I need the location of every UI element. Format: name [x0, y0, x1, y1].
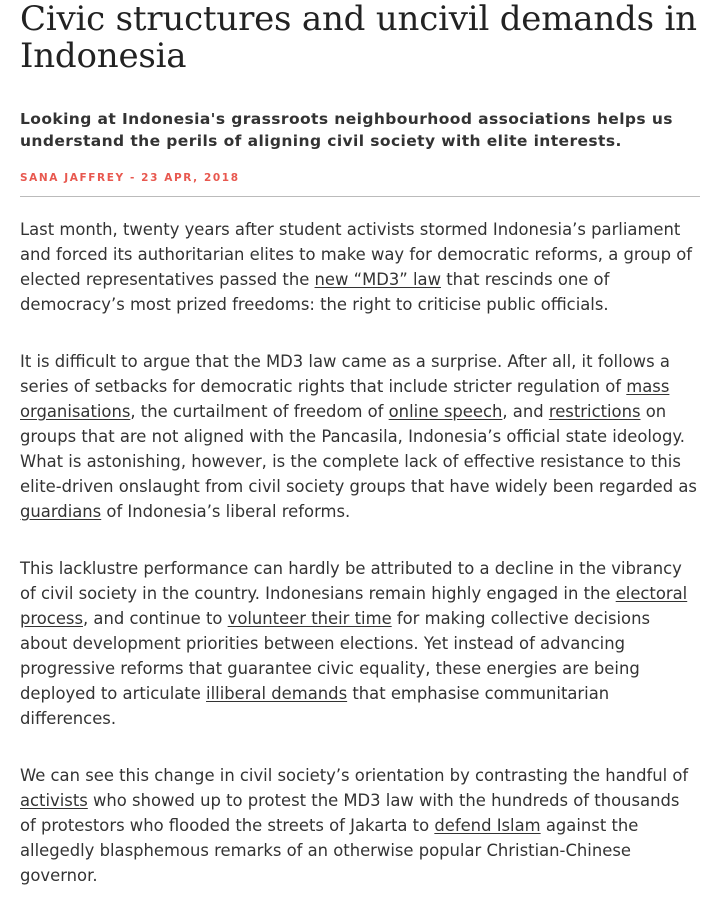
paragraph-text: on groups that are not aligned with the Pancasila, Indonesia’s official state ideology. What is astonishing, however, is the complete lack of effective resistance to this elite-driven onslaught from civil society groups that have widely been regarded as	[20, 402, 697, 496]
inline-link[interactable]: guardians	[20, 502, 102, 521]
paragraph-text: , the curtailment of freedom of	[130, 402, 389, 421]
paragraph-text: against the allegedly blasphemous remarks of an otherwise popular Christian-Chinese governor.	[20, 816, 639, 885]
paragraph	[20, 217, 700, 317]
paragraph-text: who showed up to protest the MD3 law with the hundreds of thousands of protestors who flooded the streets of Jakarta to	[20, 791, 680, 835]
inline-link[interactable]: electoral process	[20, 584, 688, 628]
inline-link[interactable]: new “MD3” law	[314, 270, 442, 289]
paragraph-text: that emphasise communitarian differences.	[20, 684, 610, 728]
byline: SANA JAFFREY - 23 APR, 2018	[20, 172, 240, 184]
inline-link[interactable]: illiberal demands	[206, 684, 348, 703]
inline-link[interactable]: volunteer their time	[227, 609, 392, 628]
paragraph-text: This lacklustre performance can hardly be attributed to a decline in the vibrancy of civil society in the country. Indonesians remain highly engaged in the	[20, 559, 682, 603]
paragraph-text: Last month, twenty years after student activists stormed Indonesia’s parliament and forced its authoritarian elites to make way for democratic reforms, a group of elected representatives passed the	[20, 220, 693, 289]
divider	[20, 196, 700, 197]
inline-link[interactable]: mass organisations	[20, 377, 670, 421]
inline-link[interactable]: activists	[20, 791, 88, 810]
inline-link[interactable]: defend Islam	[434, 816, 541, 835]
paragraph-text: We can see this change in civil society’s orientation by contrasting the handful of	[20, 766, 689, 785]
paragraph-text: of Indonesia’s liberal reforms.	[101, 502, 351, 521]
inline-link[interactable]: restrictions	[548, 402, 641, 421]
inline-link[interactable]: online speech	[388, 402, 503, 421]
paragraph-text: that rescinds one of democracy’s most prized freedoms: the right to criticise public officials.	[20, 270, 610, 314]
article-body	[20, 217, 700, 888]
paragraph-text: , and	[502, 402, 549, 421]
article-subtitle: Looking at Indonesia's grassroots neighbourhood associations helps us understand the perils of aligning civil society with elite interests.	[20, 110, 673, 150]
paragraph	[20, 763, 700, 888]
paragraph-text: , and continue to	[83, 609, 228, 628]
paragraph-text: It is difficult to argue that the MD3 law came as a surprise. After all, it follows a series of setbacks for democratic rights that include stricter regulation of	[20, 352, 670, 396]
paragraph-text: for making collective decisions about development priorities between elections. Yet instead of advancing progressive reforms that guarantee civic equality, these energies are being deployed to articulate	[20, 609, 651, 703]
paragraph	[20, 556, 700, 731]
article-title: Civic structures and uncivil demands in Indonesia	[20, 0, 697, 76]
paragraph	[20, 349, 700, 524]
